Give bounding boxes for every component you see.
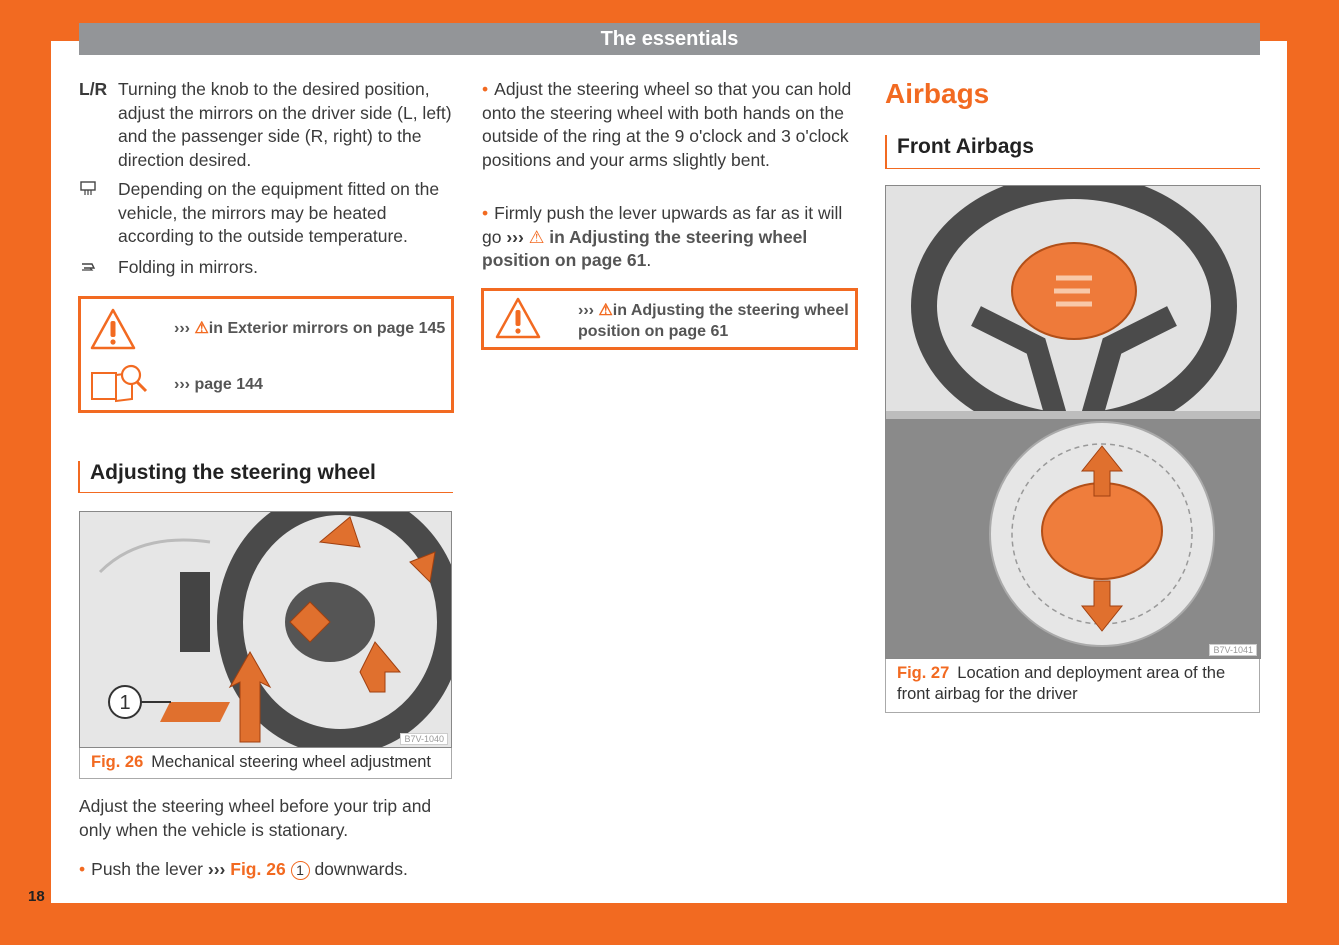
- lr-label: L/R: [79, 79, 108, 99]
- folding-mirror-icon: [79, 256, 118, 283]
- svg-text:1: 1: [119, 692, 131, 714]
- bullet-text-end: downwards.: [314, 859, 408, 879]
- book-reference-link[interactable]: [174, 374, 263, 395]
- caption-text: Mechanical steering wheel adjustment: [151, 753, 432, 771]
- section-heading-front-airbags: Front Airbags: [885, 135, 1260, 169]
- steering-wheel-illustration: [80, 512, 452, 748]
- callout-1: 1: [291, 861, 310, 880]
- notice-box-2: [481, 288, 858, 350]
- heated-mirror-item: [79, 178, 454, 249]
- figure-code: B7V-1040: [400, 733, 448, 745]
- push-lever-up-bullet: • Firmly push the lever upwards as far as it will go ››› ⚠ in Adjusting the steering wheel position on page 61.: [482, 203, 843, 270]
- figure-26-image: [79, 511, 452, 748]
- figure-number: Fig. 26: [91, 753, 144, 771]
- arrows: ›››: [207, 859, 226, 879]
- warning-ref-link[interactable]: in Adjusting the steering wheel position on page 61: [482, 226, 808, 270]
- period: .: [646, 250, 652, 270]
- small-warning-icon: ⚠: [598, 302, 613, 319]
- folding-mirror-item: [79, 256, 454, 283]
- figure-26-caption: [79, 748, 452, 779]
- bullet-text: Firmly push the lever upwards as far as it will go: [482, 203, 843, 247]
- mirror-lr-item: [79, 78, 454, 172]
- section-heading-steering: Adjusting the steering wheel: [78, 461, 453, 493]
- item-text: Depending on the equipment fitted on the vehicle, the mirrors may be heated according to the outside temperature.: [118, 179, 440, 246]
- small-warning-icon: ⚠: [194, 320, 209, 337]
- hold-wheel-bullet: • Adjust the steering wheel so that you can hold onto the steering wheel with both hands on the outside of the ring at the 9 o'clock and 3 o'clock positions and your arms slightly bent.: [482, 79, 852, 170]
- bullet-text: Adjust the steering wheel so that you can hold onto the steering wheel with both hands on the outside of the ring at the 9 o'clock and 3 o'clock positions and your arms slightly bent.: [482, 79, 852, 170]
- page-number: 18: [28, 888, 45, 905]
- page-header: The essentials: [79, 23, 1260, 55]
- warning-reference-link[interactable]: [174, 318, 445, 339]
- fig-26-link[interactable]: Fig. 26: [230, 859, 286, 879]
- book-ref-text: page 144: [194, 376, 263, 393]
- airbags-title: Airbags: [885, 78, 990, 109]
- arrows: ›››: [578, 302, 594, 319]
- steering-paragraph: Adjust the steering wheel before your trip and only when the vehicle is stationary.: [79, 796, 432, 840]
- airbag-illustration: [886, 186, 1261, 659]
- warning-ref-text: in Exterior mirrors on page 145: [208, 320, 446, 337]
- arrows: ›››: [506, 226, 524, 247]
- bullet-text: Push the lever: [91, 859, 204, 879]
- figure-number: Fig. 27: [897, 664, 950, 682]
- arrows: ›››: [174, 376, 190, 393]
- push-lever-bullet: • Push the lever ››› Fig. 26 1 downwards.: [79, 859, 408, 879]
- heated-mirror-icon: [79, 178, 118, 249]
- warning-icon: [89, 307, 137, 356]
- small-warning-icon: ⚠: [528, 226, 545, 247]
- item-text: Folding in mirrors.: [118, 257, 259, 277]
- figure-code: B7V-1041: [1209, 644, 1257, 656]
- book-magnifier-icon: [89, 363, 151, 408]
- caption-text: Location and deployment area of the front airbag for the driver: [897, 664, 1226, 703]
- arrows: ›››: [174, 320, 190, 337]
- warning-icon: [494, 296, 542, 345]
- notice-box: [78, 296, 454, 413]
- item-text: Turning the knob to the desired position, adjust the mirrors on the driver side (L, left) and the passenger side (R, right) to the direction desired.: [118, 79, 452, 170]
- figure-27-caption: [885, 659, 1260, 713]
- figure-27-image: [885, 185, 1261, 659]
- warning-ref-text: in Adjusting the steering wheel position on page 61: [578, 302, 849, 340]
- warning-reference-link[interactable]: [578, 300, 853, 342]
